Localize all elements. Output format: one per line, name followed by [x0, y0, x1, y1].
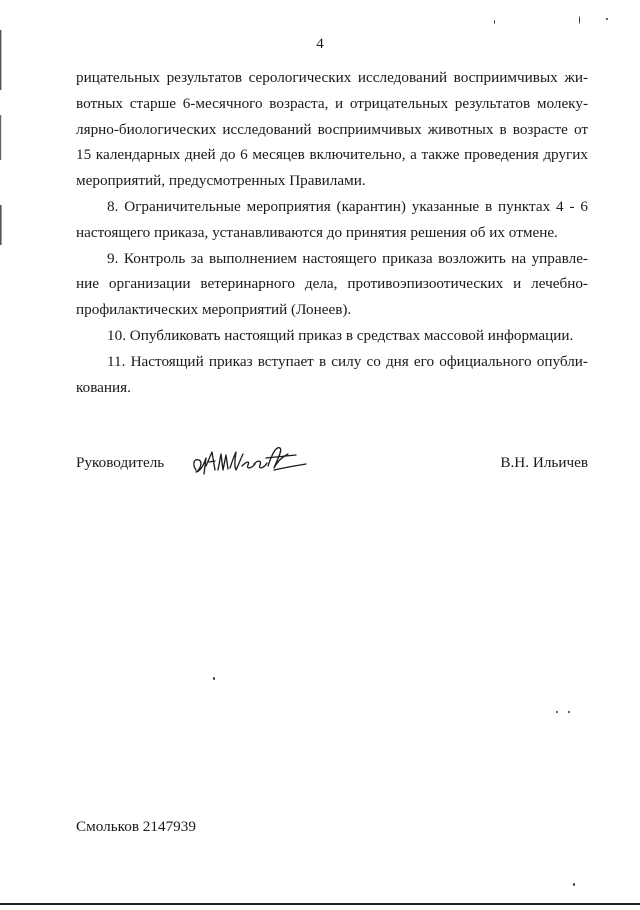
document-body [76, 65, 588, 400]
scan-speck [568, 711, 570, 713]
signatory-title: Руководитель [76, 454, 165, 471]
text-line: настоящего приказа, устанавливаются до принятия решения об их отмене. [76, 223, 558, 241]
paragraph-item-11 [76, 349, 588, 401]
scan-speck [556, 711, 558, 713]
scan-speck [494, 20, 495, 24]
text-line: мероприятий, предусмотренных Правилами. [76, 172, 366, 190]
text-line: 10. Опубликовать настоящий приказ в средствах массовой информации. [107, 326, 574, 344]
text-line: профилактических мероприятий (Лонеев). [76, 301, 352, 319]
text-line: кования. [76, 378, 131, 396]
handwritten-signature [188, 440, 313, 487]
text-line: вотных старше 6-месячного возраста, и отрицательных результатов молеку- [76, 94, 588, 112]
scan-speck [606, 18, 608, 20]
paragraph-item-9 [76, 246, 588, 323]
text-line: 15 календарных дней до 6 месяцев включительно, а также проведения других [76, 146, 588, 164]
paragraph-item-10 [76, 323, 588, 349]
paragraph-item-8 [76, 194, 588, 246]
scan-speck [579, 16, 580, 24]
page-number: 4 [316, 36, 324, 52]
text-line: 11. Настоящий приказ вступает в силу со дня его официального опубли- [107, 352, 588, 370]
text-line: 8. Ограничительные мероприятия (карантин) указанные в пунктах 4 - 6 [107, 197, 588, 215]
text-line: 9. Контроль за выполнением настоящего приказа возложить на управле- [107, 249, 588, 267]
text-line: рицательных результатов серологических исследований восприимчивых жи- [76, 69, 588, 86]
text-line: лярно-биологических исследований восприимчивых животных в возрасте от [76, 120, 588, 138]
text-line: ние организации ветеринарного дела, противоэпизоотических и лечебно- [76, 275, 588, 293]
executor-note: Смольков 2147939 [76, 818, 196, 835]
scan-speck [573, 883, 575, 886]
signatory-name: В.Н. Ильичев [500, 454, 588, 471]
scan-speck [213, 677, 215, 680]
signature-block [76, 452, 588, 482]
paragraph-continuation [76, 65, 588, 194]
scan-edge-left [0, 0, 2, 905]
